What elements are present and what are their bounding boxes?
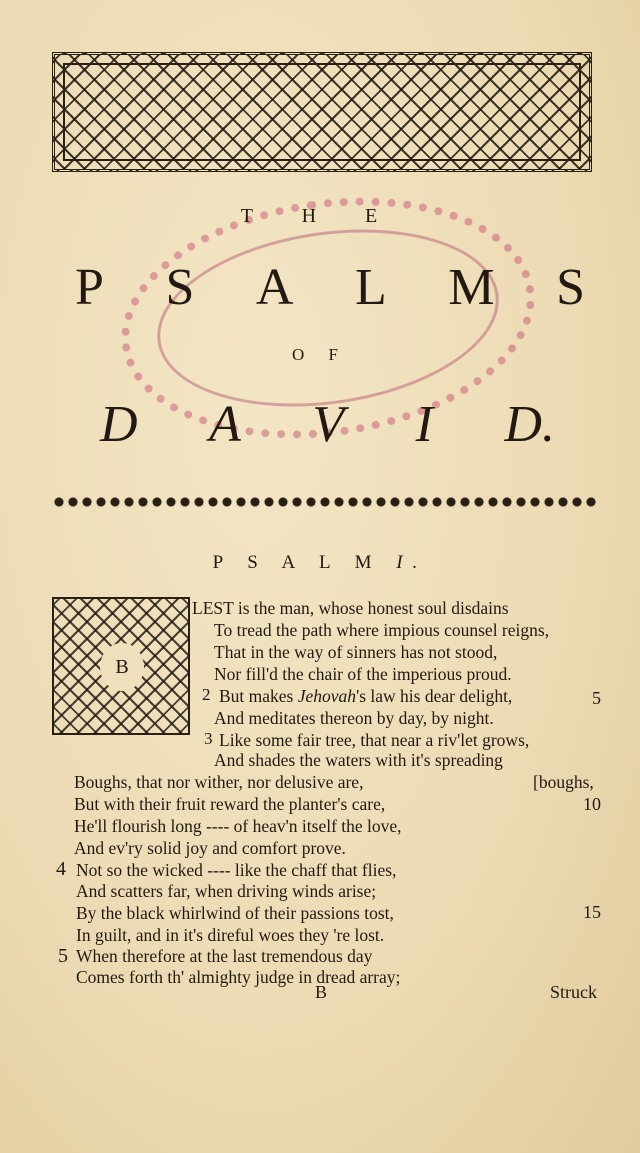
title-letter: D [100, 396, 138, 453]
title-letter: M [448, 259, 495, 316]
psalm-line: And meditates thereon by day, by night. [214, 708, 494, 728]
ornamental-headpiece [52, 52, 592, 172]
title-letter: D. [504, 396, 555, 453]
psalm-line: He'll flourish long ---- of heav'n itself the love, [74, 816, 402, 836]
decorated-initial [52, 597, 190, 735]
psalm-line: In guilt, and in it's direful woes they 're lost. [76, 925, 385, 945]
line-part: But makes [219, 686, 298, 706]
title-psalms [75, 258, 585, 317]
line-number: 15 [583, 902, 601, 922]
verse-number: 3 [204, 729, 213, 748]
psalm-heading [0, 552, 640, 574]
line-number: 5 [592, 688, 601, 708]
initial-letter: B [100, 643, 144, 691]
title-the: T H E [240, 205, 400, 227]
psalm-number: I. [396, 552, 428, 573]
psalm-line: Like some fair tree, that near a riv'let grows, [219, 730, 530, 750]
psalm-line: By the black whirlwind of their passions tost, [76, 903, 394, 923]
catchword: Struck [550, 982, 597, 1002]
line-number: 10 [583, 794, 601, 814]
psalm-line [219, 686, 512, 707]
psalm-line: And ev'ry solid joy and comfort prove. [74, 838, 346, 858]
line-italic: Jehovah [297, 686, 357, 706]
verse-number: 4 [56, 858, 66, 880]
verse-number: 5 [58, 945, 68, 967]
title-letter: L [355, 259, 387, 316]
psalm-line: When therefore at the last tremendous day [76, 946, 373, 966]
psalm-line: That in the way of sinners has not stood, [214, 642, 498, 662]
psalm-line: LEST is the man, whose honest soul disdains [192, 598, 509, 618]
psalm-line: Nor fill'd the chair of the imperious proud. [214, 664, 512, 684]
signature-mark: B [315, 982, 328, 1002]
title-of: O F [292, 345, 348, 364]
line-part: 's law his dear delight, [356, 686, 513, 706]
psalm-line: Comes forth th' almighty judge in dread array; [76, 967, 401, 987]
title-letter: S [165, 259, 195, 316]
psalm-line: To tread the path where impious counsel reigns, [214, 620, 550, 640]
title-letter: A [255, 259, 294, 316]
psalm-line: And shades the waters with it's spreading [214, 750, 503, 770]
psalm-line: Not so the wicked ---- like the chaff that flies, [76, 860, 397, 880]
title-letter: A [209, 396, 241, 453]
psalm-line: But with their fruit reward the planter's care, [74, 794, 386, 814]
runover-word: [boughs, [533, 772, 594, 792]
title-david [100, 395, 555, 454]
psalm-line: Boughs, that nor wither, nor delusive are, [74, 772, 364, 792]
ornamental-rule [52, 492, 596, 512]
psalm-label: P S A L M [212, 552, 382, 573]
title-letter: I [415, 396, 433, 453]
verse-number: 2 [202, 685, 211, 704]
title-letter: S [556, 259, 585, 316]
psalm-line: And scatters far, when driving winds arise; [76, 881, 377, 901]
title-letter: V [312, 396, 345, 453]
title-letter: P [75, 259, 104, 316]
